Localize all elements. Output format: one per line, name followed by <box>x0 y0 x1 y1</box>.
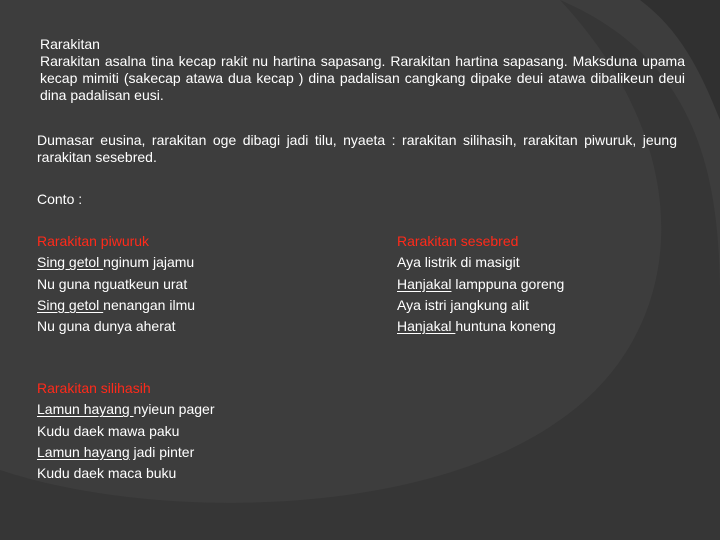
intro-title: Rarakitan <box>40 36 100 52</box>
verse-rest: Kudu daek maca buku <box>37 465 177 482</box>
verse-underlined: Sing getol <box>37 254 104 271</box>
verse-rest: jadi pinter <box>129 443 195 460</box>
verse-line <box>397 252 564 273</box>
intro-body: Rarakitan asalna tina kecap rakit nu hartina sapasang. Rarakitan hartina sapasang. Maksduna upama kecap mimiti (sakecap atawa dua kecap ) dina padalisan cangkang dipake deui atawa dibalikeun deui dina padalisan eusi. <box>40 53 685 103</box>
verse-line <box>397 274 564 295</box>
rarakitan-sesebred-block <box>397 231 564 337</box>
verse-line <box>37 421 214 442</box>
verse-line <box>397 316 564 337</box>
sesebred-heading: Rarakitan sesebred <box>397 233 519 249</box>
intro-paragraph <box>40 36 685 104</box>
classification-paragraph: Dumasar eusina, rarakitan oge dibagi jadi tilu, nyaeta : rarakitan silihasih, rarakitan piwuruk, jeung rarakitan sesebred. <box>37 132 677 165</box>
verse-line <box>37 274 195 295</box>
verse-rest: Nu guna nguatkeun urat <box>37 275 188 292</box>
verse-underlined: Sing getol <box>37 296 104 313</box>
verse-line <box>37 295 195 316</box>
verse-rest: Aya listrik di masigit <box>397 254 520 271</box>
verse-rest: Nu guna dunya aherat <box>37 318 176 335</box>
verse-line <box>37 442 214 463</box>
verse-line <box>37 252 195 273</box>
verse-underlined: Lamun hayang <box>37 443 130 460</box>
verse-rest: nenangan ilmu <box>103 296 196 313</box>
verse-rest: lamppuna goreng <box>451 275 565 292</box>
verse-line <box>37 316 195 337</box>
verse-line <box>397 295 564 316</box>
silihasih-heading: Rarakitan silihasih <box>37 380 151 396</box>
verse-rest: huntuna koneng <box>455 318 556 335</box>
example-label: Conto : <box>37 191 83 207</box>
verse-underlined: Hanjakal <box>397 318 456 335</box>
verse-rest: nginum jajamu <box>103 254 195 271</box>
verse-line <box>37 399 214 420</box>
rarakitan-silihasih-block <box>37 378 214 484</box>
verse-line <box>37 463 214 484</box>
verse-underlined: Hanjakal <box>397 275 452 292</box>
rarakitan-piwuruk-block <box>37 231 195 337</box>
verse-rest: nyieun pager <box>133 401 215 418</box>
verse-rest: Aya istri jangkung alit <box>397 296 530 313</box>
piwuruk-heading: Rarakitan piwuruk <box>37 233 150 249</box>
verse-underlined: Lamun hayang <box>37 401 134 418</box>
verse-rest: Kudu daek mawa paku <box>37 422 180 439</box>
